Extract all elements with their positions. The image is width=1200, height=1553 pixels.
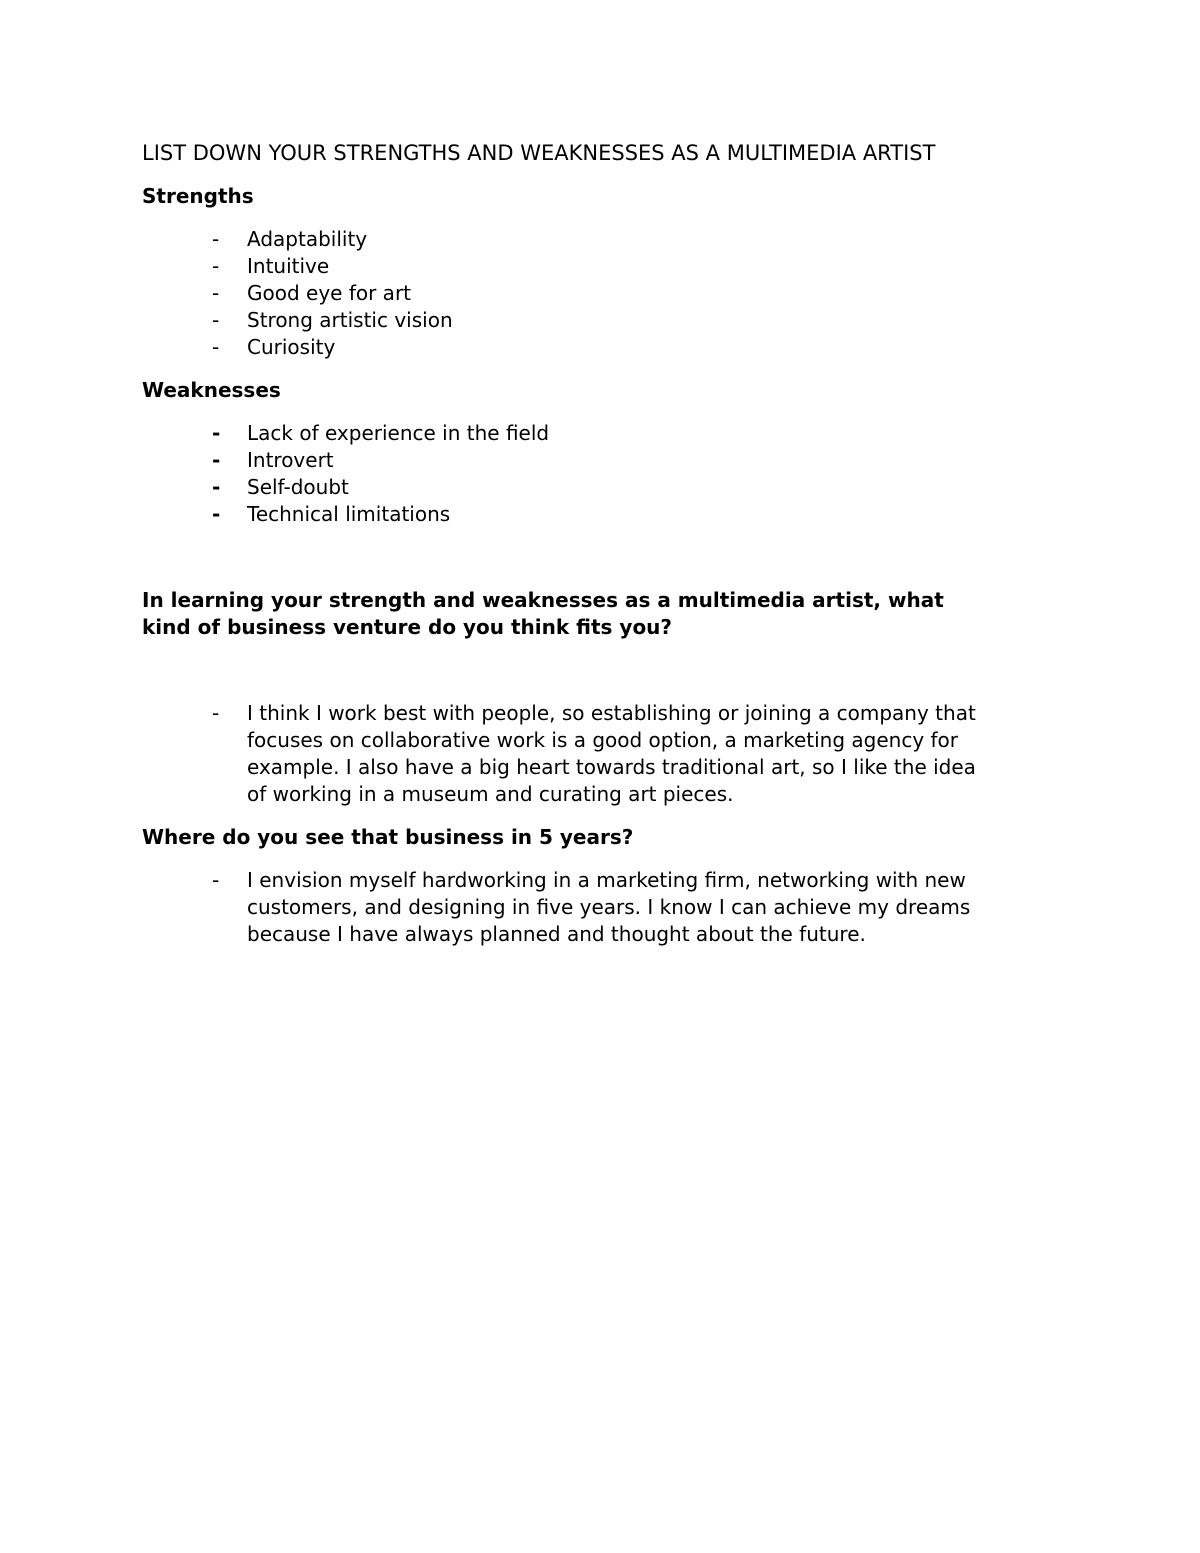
bullet-dash: - (212, 502, 221, 526)
bullet-dash: - (212, 475, 221, 499)
strength-item: Good eye for art (247, 281, 412, 305)
weakness-item: Self-doubt (247, 475, 349, 499)
answer-line: of working in a museum and curating art pieces. (247, 782, 734, 806)
weakness-item: Technical limitations (247, 502, 451, 526)
answer-line: customers, and designing in five years. I know I can achieve my dreams (247, 895, 971, 919)
bullet-dash: - (212, 421, 221, 445)
answer-paragraph (247, 700, 1067, 808)
bullet-dash: - (212, 281, 220, 305)
weaknesses-heading: Weaknesses (142, 378, 281, 402)
answer-line: I envision myself hardworking in a marketing firm, networking with new (247, 868, 966, 892)
strengths-heading: Strengths (142, 184, 254, 208)
question-five-years: Where do you see that business in 5 years? (142, 825, 634, 849)
strength-item: Adaptability (247, 227, 368, 251)
question-line: In learning your strength and weaknesses as a multimedia artist, what (142, 588, 944, 612)
bullet-dash: - (212, 868, 220, 892)
bullet-dash: - (212, 308, 220, 332)
answer-line: focuses on collaborative work is a good option, a marketing agency for (247, 728, 959, 752)
answer-paragraph (247, 867, 1067, 948)
bullet-dash: - (212, 254, 220, 278)
bullet-dash: - (212, 335, 220, 359)
answer-line: I think I work best with people, so establishing or joining a company that (247, 701, 976, 725)
answer-line: example. I also have a big heart towards traditional art, so I like the idea (247, 755, 976, 779)
bullet-dash: - (212, 701, 220, 725)
strength-item: Curiosity (247, 335, 336, 359)
strength-item: Strong artistic vision (247, 308, 453, 332)
bullet-dash: - (212, 227, 220, 251)
question-line: kind of business venture do you think fits you? (142, 615, 673, 639)
question-business-venture (142, 587, 1042, 641)
weakness-item: Lack of experience in the field (247, 421, 550, 445)
answer-line: because I have always planned and thought about the future. (247, 922, 866, 946)
page-title: LIST DOWN YOUR STRENGTHS AND WEAKNESSES AS A MULTIMEDIA ARTIST (142, 141, 936, 165)
bullet-dash: - (212, 448, 221, 472)
strength-item: Intuitive (247, 254, 330, 278)
weakness-item: Introvert (247, 448, 334, 472)
